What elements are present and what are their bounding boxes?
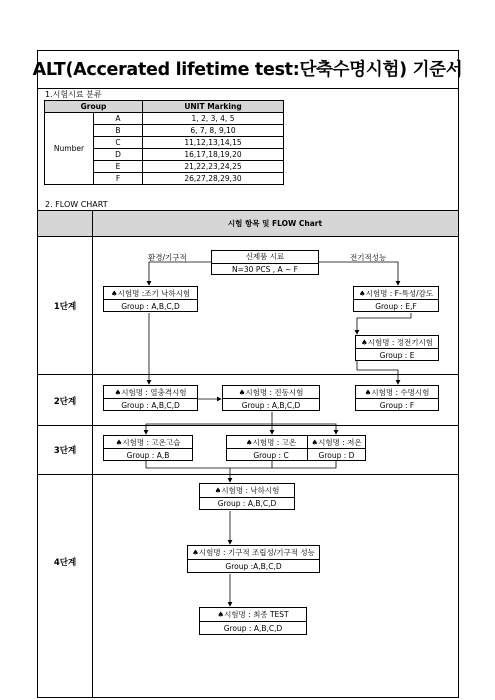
group-cell: A — [94, 113, 143, 125]
group-cell: B — [94, 125, 143, 137]
test-box-life: ♠시험명 : 수명시험 Group : F — [355, 385, 439, 411]
group-cell: D — [94, 149, 143, 161]
arrow-split-d — [272, 424, 336, 434]
test-box-f-char: ♠시험명 : F-특성/감도 Group : E,F — [353, 286, 439, 312]
group-cell: E — [94, 161, 143, 173]
branch-left-label: 환경/기구적 — [148, 253, 187, 262]
test-box-thermal-shock: ♠시험명 : 열충격시험 Group : A,B,C,D — [103, 385, 198, 411]
stage-1-label: 1단계 — [53, 302, 77, 312]
arrow-sample-to-left — [149, 262, 211, 285]
unit-cell: 11,12,13,14,15 — [143, 137, 284, 149]
unit-marking-header: UNIT Marking — [143, 101, 284, 113]
unit-cell: 16,17,18,19,20 — [143, 149, 284, 161]
test-box-drop: ♠시험명 : 낙하시험 Group : A,B,C,D — [199, 483, 295, 510]
test-box-esd: ♠시험명 : 정전기시험 Group : E — [355, 335, 439, 361]
arrow-sample-to-right — [319, 262, 398, 285]
unit-cell: 1, 2, 3, 4, 5 — [143, 113, 284, 125]
arrow-3-merge — [146, 461, 336, 468]
stage-2-label: 2단계 — [53, 397, 77, 407]
arrow-esd-to-life — [357, 361, 398, 384]
group-cell: C — [94, 137, 143, 149]
sample-box — [211, 250, 319, 275]
unit-cell: 6, 7, 8, 9,10 — [143, 125, 284, 137]
test-box-final: ♠시험명 : 최종 TEST Group : A,B,C,D — [199, 607, 307, 635]
test-box-assembly: ♠시험명 : 기구적 조립성/기구적 성능 Group :A,B,C,D — [187, 545, 320, 573]
test-box-high-temp: ♠시험명 : 고온 Group : C — [226, 435, 316, 461]
number-label: Number — [45, 113, 94, 185]
stage-3-label: 3단계 — [53, 446, 77, 456]
unit-cell: 21,22,23,24,25 — [143, 161, 284, 173]
test-box-low-temp: ♠시험명 : 저온 Group : D — [307, 435, 366, 461]
section2-label: 2. FLOW CHART — [45, 200, 108, 209]
group-cell: F — [94, 173, 143, 185]
sample-title: 신제품 시료 — [245, 252, 285, 262]
flow-chart-header: 시험 항목 및 FLOW Chart — [92, 211, 458, 236]
test-box-high-humid: ♠시험명 : 고온고습 Group : A,B — [103, 435, 193, 461]
sample-sub: N=30 PCS , A ~ F — [212, 263, 318, 276]
arrow-fchar-to-esd — [357, 313, 411, 334]
test-box-drop-early: ♠시험명 :조기 낙하시험 Group : A,B,C,D — [103, 286, 198, 312]
group-header: Group — [45, 101, 143, 113]
arrow-vibration-down — [146, 412, 272, 434]
page-title: ALT(Accerated lifetime test:단축수명시험) 기준서 — [32, 60, 463, 80]
stage-4-label: 4단계 — [53, 558, 77, 568]
branch-right-label: 전기적성능 — [350, 253, 387, 262]
section1-label: 1.시험시료 분류 — [45, 90, 102, 99]
test-box-vibration: ♠시험명 : 진동시험 Group : A,B,C,D — [222, 385, 320, 411]
unit-cell: 26,27,28,29,30 — [143, 173, 284, 185]
